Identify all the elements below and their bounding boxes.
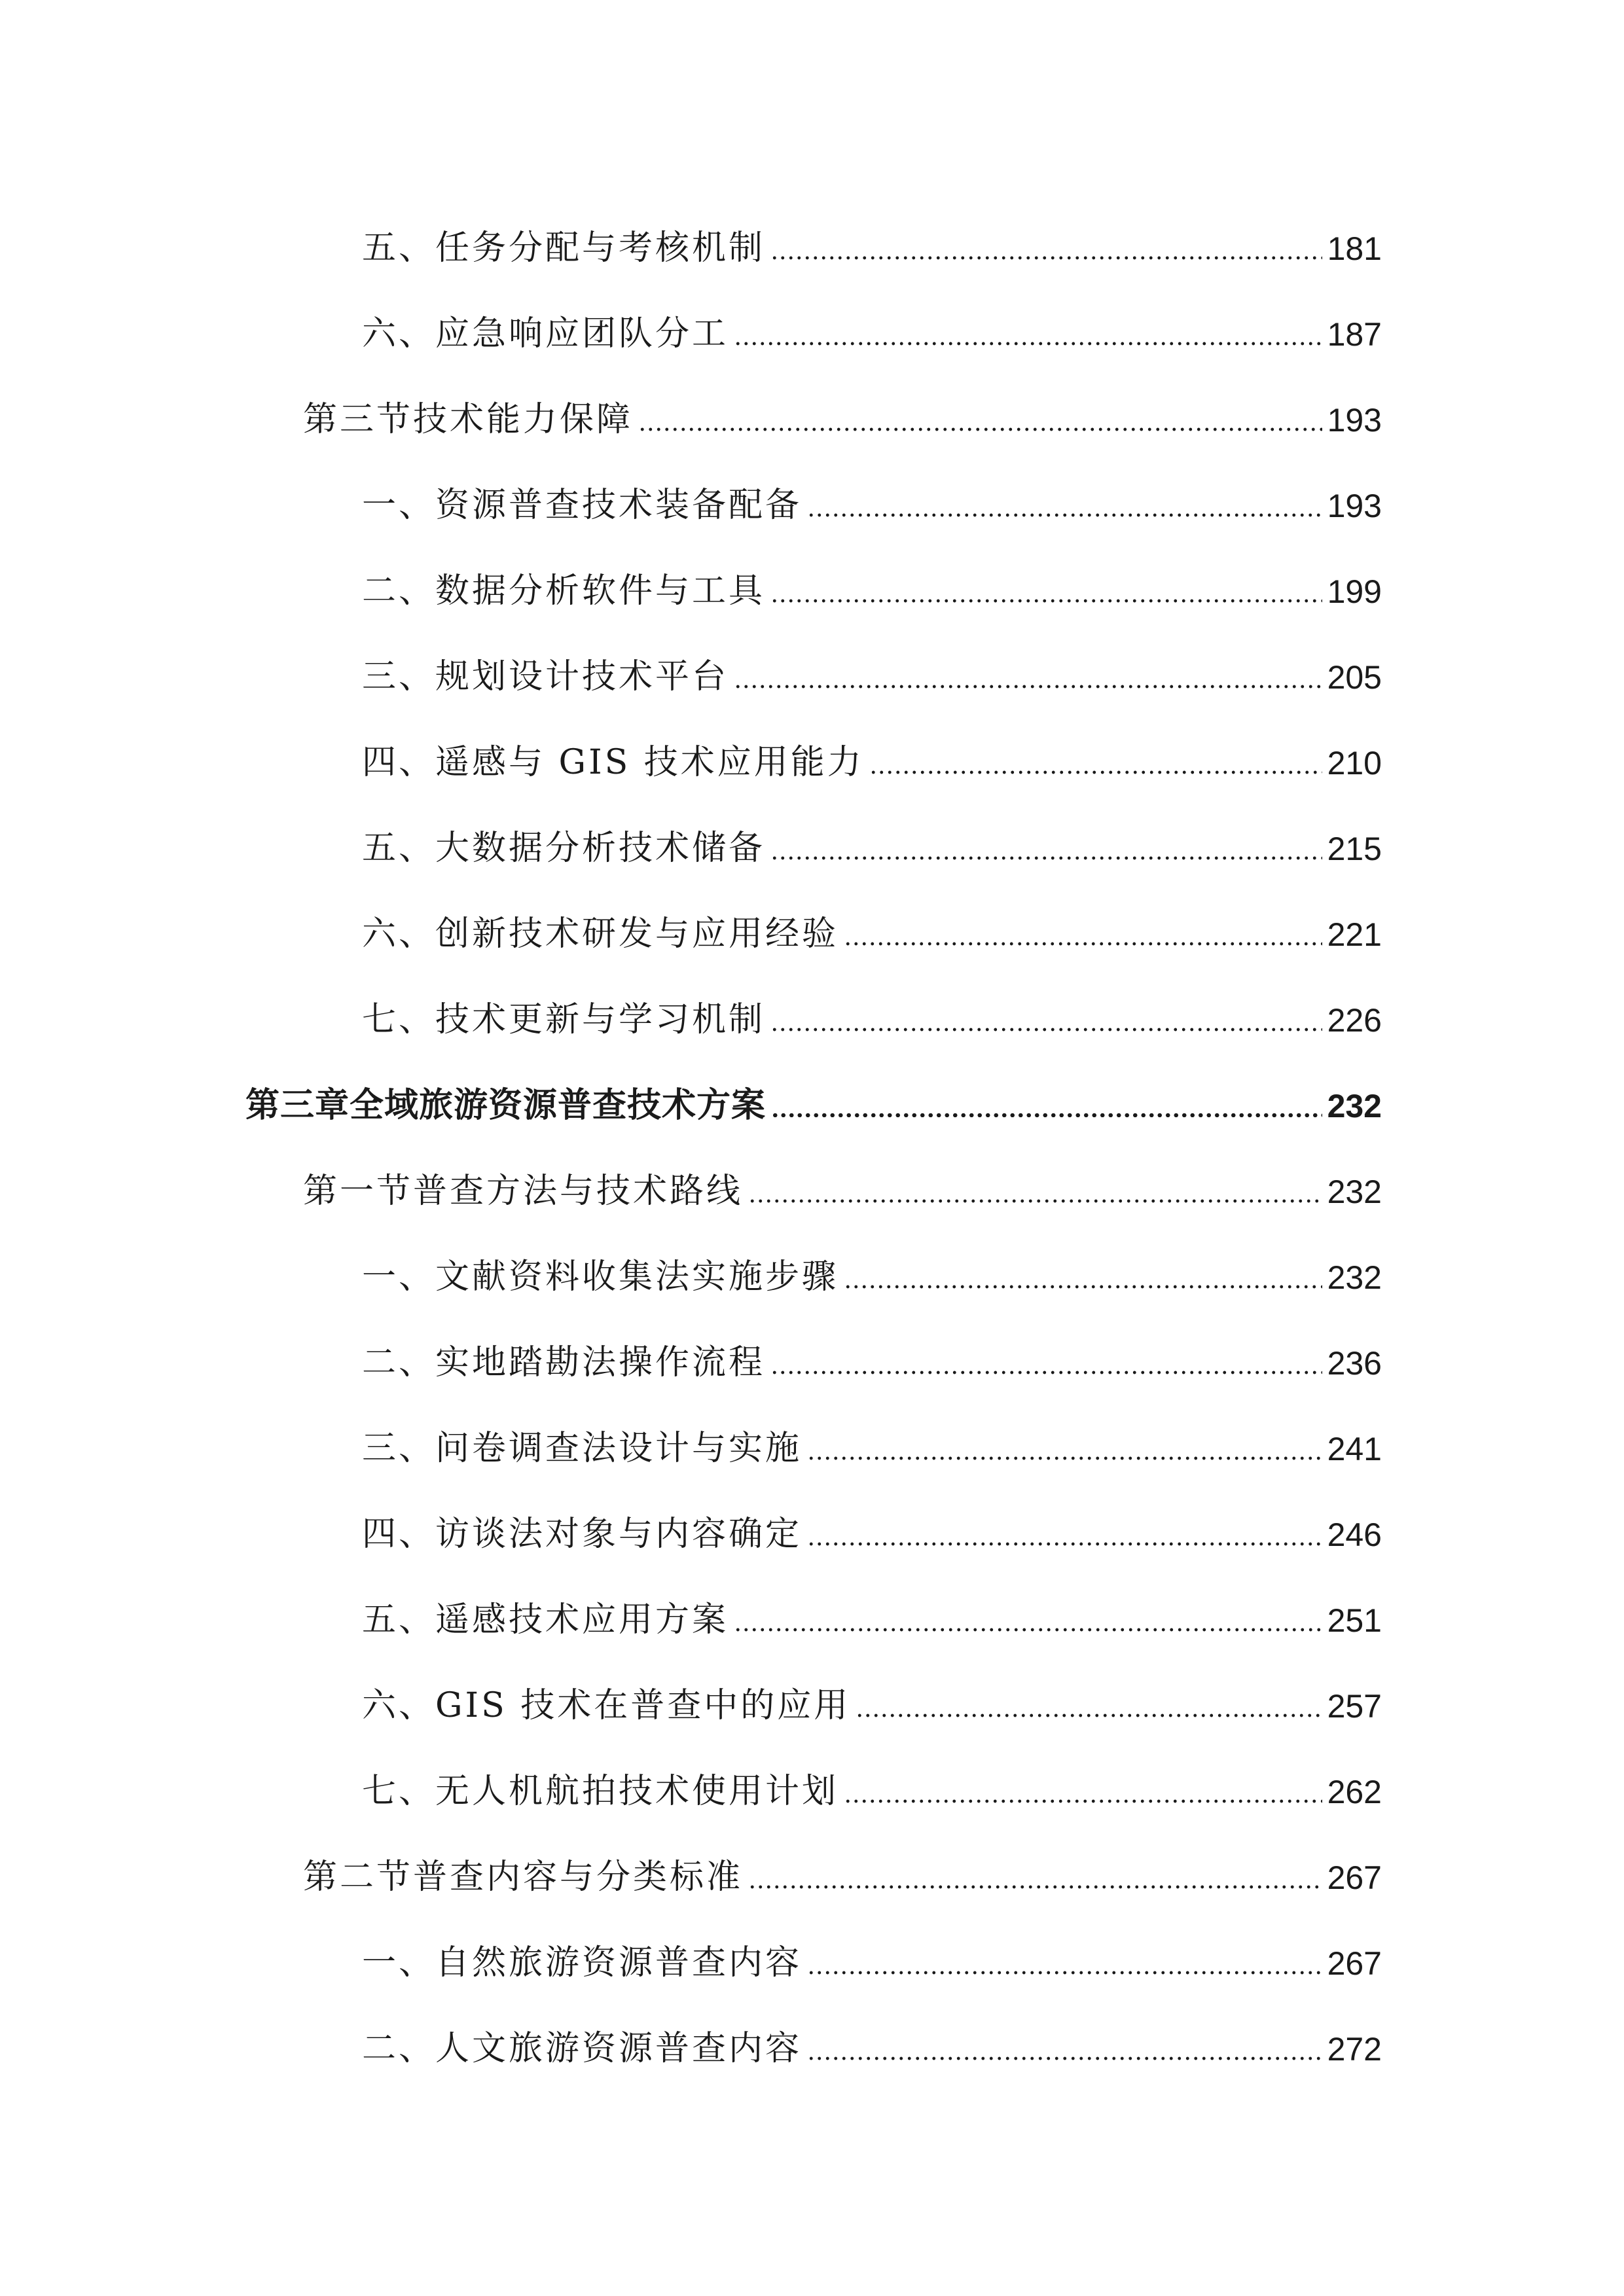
toc-leader-dots — [770, 1028, 1322, 1031]
toc-leader-dots — [844, 942, 1322, 946]
toc-entry-title: 五、遥感技术应用方案 — [362, 1600, 729, 1640]
toc-leader-dots — [869, 770, 1322, 774]
toc-entry[interactable] — [362, 1499, 1382, 1554]
toc-entry-title: 六、创新技术研发与应用经验 — [362, 914, 839, 954]
toc-entry-page: 272 — [1327, 2031, 1382, 2068]
toc-leader-dots — [748, 1199, 1322, 1203]
toc-entry-title: 第三节技术能力保障 — [303, 400, 634, 439]
toc-entry-title: 第二节普查内容与分类标准 — [303, 1857, 744, 1897]
toc-leader-dots — [734, 685, 1322, 689]
toc-entry[interactable] — [362, 641, 1382, 694]
toc-entry-page: 267 — [1327, 1945, 1382, 1982]
toc-leader-dots — [770, 599, 1322, 603]
toc-entry-title: 二、实地踏勘法操作流程 — [362, 1343, 766, 1382]
toc-entry-page: 205 — [1327, 659, 1382, 696]
toc-entry-page: 199 — [1327, 573, 1382, 610]
toc-entry[interactable] — [303, 1842, 1382, 1897]
toc-entry[interactable] — [362, 813, 1382, 868]
toc-entry-title: 三、问卷调查法设计与实施 — [362, 1429, 803, 1468]
toc-entry-title: 七、无人机航拍技术使用计划 — [362, 1772, 839, 1811]
toc-entry[interactable] — [362, 1670, 1382, 1723]
toc-entry-page: 257 — [1327, 1688, 1382, 1725]
toc-entry-page: 215 — [1327, 831, 1382, 867]
toc-entry-title: 一、资源普查技术装备配备 — [362, 486, 803, 525]
toc-entry-page: 232 — [1327, 1088, 1382, 1124]
toc-entry[interactable] — [362, 1756, 1382, 1811]
toc-entry-page: 246 — [1327, 1516, 1382, 1553]
toc-entry[interactable] — [362, 1413, 1382, 1468]
toc-entry-title: 二、人文旅游资源普查内容 — [362, 2029, 803, 2068]
toc-entry-page: 226 — [1327, 1002, 1382, 1039]
toc-entry-title: 六、应急响应团队分工 — [362, 314, 729, 353]
toc-entry[interactable] — [362, 1585, 1382, 1640]
toc-entry[interactable] — [362, 1242, 1382, 1297]
toc-entry-title: 六、GIS 技术在普查中的应用 — [362, 1686, 851, 1725]
toc-leader-dots — [638, 427, 1322, 431]
toc-entry[interactable] — [303, 1156, 1382, 1211]
toc-leader-dots — [844, 1285, 1322, 1289]
toc-entry[interactable] — [362, 1327, 1382, 1380]
toc-entry-page: 187 — [1327, 316, 1382, 353]
toc-entry-page: 232 — [1327, 1259, 1382, 1296]
toc-entry[interactable] — [303, 384, 1382, 437]
toc-leader-dots — [807, 513, 1322, 517]
toc-entry-page: 193 — [1327, 488, 1382, 524]
toc-entry-page: 251 — [1327, 1602, 1382, 1639]
toc-entry[interactable] — [362, 470, 1382, 525]
toc-leader-dots — [771, 1113, 1322, 1117]
toc-leader-dots — [844, 1799, 1322, 1803]
toc-entry-page: 210 — [1327, 745, 1382, 781]
toc-entry[interactable] — [362, 2013, 1382, 2066]
toc-entry-title: 第一节普查方法与技术路线 — [303, 1172, 744, 1211]
toc-entry-title: 第三章全域旅游资源普查技术方案 — [245, 1086, 767, 1125]
toc-entry[interactable] — [362, 213, 1382, 268]
toc-entry-title: 一、文献资料收集法实施步骤 — [362, 1257, 839, 1297]
toc-entry-title: 五、任务分配与考核机制 — [362, 228, 766, 268]
toc-entry-title: 七、技术更新与学习机制 — [362, 1000, 766, 1039]
toc-entry[interactable] — [362, 899, 1382, 954]
toc-entry-page: 267 — [1327, 1859, 1382, 1896]
toc-entry-page: 232 — [1327, 1174, 1382, 1210]
toc-leader-dots — [807, 2056, 1322, 2060]
toc-entry-title: 二、数据分析软件与工具 — [362, 571, 766, 611]
toc-entry-page: 181 — [1327, 230, 1382, 267]
toc-entry-title: 一、自然旅游资源普查内容 — [362, 1943, 803, 1982]
toc-leader-dots — [807, 1456, 1322, 1460]
toc-leader-dots — [807, 1971, 1322, 1975]
toc-entry-page: 241 — [1327, 1431, 1382, 1467]
toc-entry[interactable] — [362, 1928, 1382, 1980]
toc-chapter-entry[interactable] — [245, 1070, 1382, 1125]
toc-entry[interactable] — [362, 727, 1382, 780]
toc-entry-title: 四、访谈法对象与内容确定 — [362, 1515, 803, 1554]
toc-leader-dots — [748, 1885, 1322, 1889]
toc-entry-page: 236 — [1327, 1345, 1382, 1382]
toc-entry-page: 262 — [1327, 1774, 1382, 1810]
toc-entry[interactable] — [362, 298, 1382, 351]
toc-leader-dots — [856, 1713, 1322, 1717]
toc-leader-dots — [807, 1542, 1322, 1546]
toc-entry-title: 五、大数据分析技术储备 — [362, 829, 766, 868]
toc-entry-page: 193 — [1327, 402, 1382, 439]
toc-entry[interactable] — [362, 984, 1382, 1037]
toc-entry[interactable] — [362, 556, 1382, 611]
toc-entry-title: 三、规划设计技术平台 — [362, 657, 729, 696]
toc-leader-dots — [734, 342, 1322, 346]
toc-leader-dots — [734, 1628, 1322, 1632]
toc-leader-dots — [770, 256, 1322, 260]
toc-entry-title: 四、遥感与 GIS 技术应用能力 — [362, 743, 864, 782]
toc-leader-dots — [770, 856, 1322, 860]
toc-leader-dots — [770, 1371, 1322, 1374]
toc-entry-page: 221 — [1327, 916, 1382, 953]
